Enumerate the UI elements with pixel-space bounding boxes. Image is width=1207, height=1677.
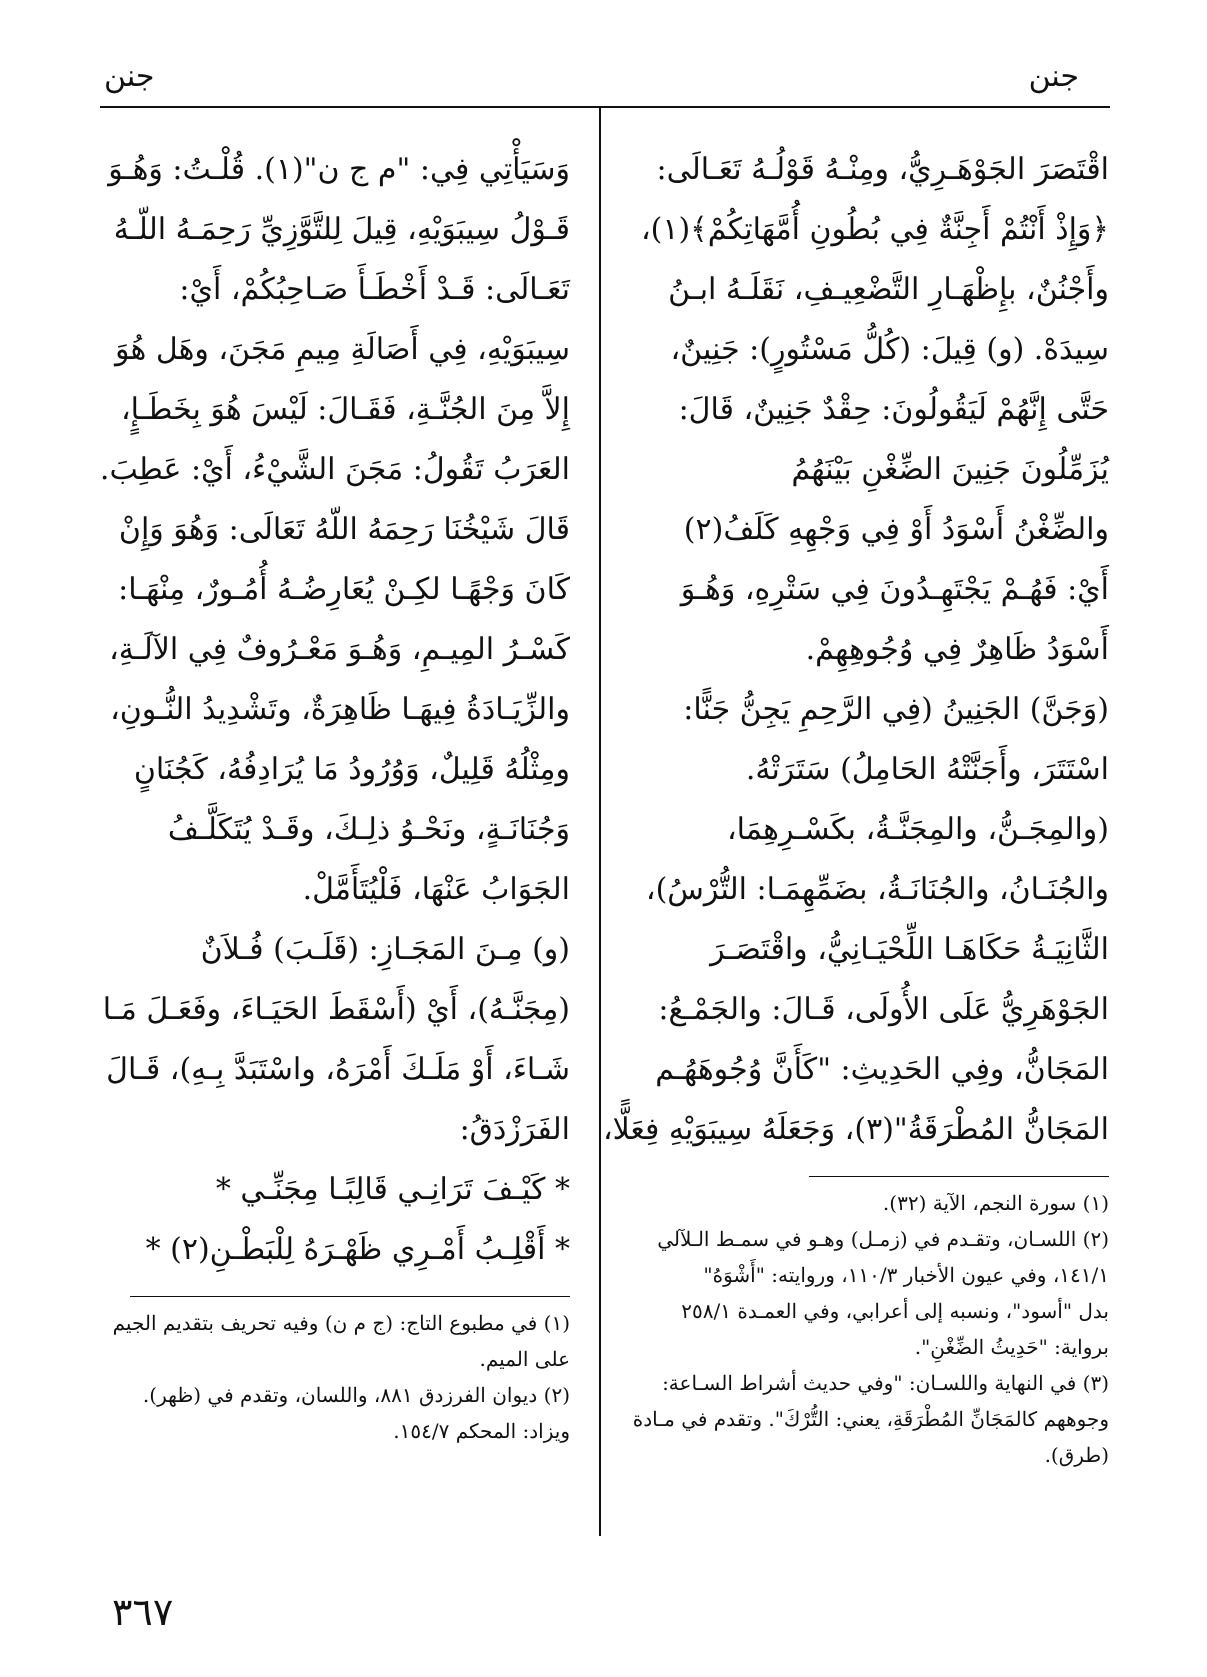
text-line: وَسَيَأْتِي فِي: "م ج ن"(١). قُلْـتُ: وَهُـوَ	[108, 152, 570, 187]
running-header-right: جنن	[1028, 59, 1079, 94]
text-line: شَـاءَ، أَوْ مَلَـكَ أَمْرَهُ، واسْتَبَدَّ بِـهِ)، قَـالَ	[106, 1052, 570, 1087]
text-line: (مِجَنَّـهُ)، أَيْ (أَسْقَطَ الحَيَـاءَ، وفَعَـلَ مَـا	[102, 992, 570, 1027]
text-line: والزِّيَـادَةُ فِيهَـا ظَاهِرَةٌ، وتَشْدِيدُ النُّـونِ،	[110, 692, 570, 727]
text-line: المَجَانُّ المُطْرَقَةُ"(٣)، وَجَعَلَهُ سِيبَوَيْهِ فِعَلًّا،	[602, 1112, 1109, 1147]
right-column	[602, 140, 1109, 1473]
text-line: الفَرَزْدَقُ:	[459, 1112, 570, 1147]
text-line: ﴿وَإِذْ أَنْتُمْ أَجِنَّةٌ فِي بُطُونِ أُمَّهَاتِكُمْ﴾(١)،	[640, 212, 1109, 247]
verse-line: والضِّغْنُ أَسْوَدُ أَوْ فِي وَجْهِهِ كَلَفُ(٢)	[683, 512, 1109, 547]
left-column	[100, 140, 570, 1449]
text-line: اقْتَصَرَ الجَوْهَـرِيُّ، ومِنْـهُ قَوْلُـهُ تَعَـالَى:	[656, 152, 1109, 187]
running-header-left: جنن	[104, 59, 155, 94]
text-line: وَجُنَانَـةٍ، ونَحْـوُ ذلِـكَ، وقَـدْ يُتَكَلَّـفُ	[167, 812, 570, 847]
text-line: تَعَـالَى: قَـدْ أَخْطَـأَ صَـاحِبُكُمْ، أَيْ:	[179, 272, 570, 307]
page-number: ٣٦٧	[112, 1590, 174, 1634]
text-line: سِيدَهْ. (و) قِيلَ: (كُلُّ مَسْتُورٍ): جَنِينٌ،	[670, 332, 1109, 367]
footnote-line: بدل "أسود"، ونسبه إلى أعرابي، وفي العمـدة ٢٥٨/١	[681, 1299, 1109, 1323]
text-line: سِيبَوَيْهِ، فِي أَصَالَةِ مِيمِ مَجَنَ، وهَل هُوَ	[115, 332, 570, 367]
footnote-line: (طرق).	[1044, 1443, 1109, 1467]
footnote-line: على الميم.	[479, 1347, 570, 1371]
text-line: (وَجَنَّ) الجَنِينُ (فِي الرَّحِمِ يَجِنُّ جَنًّا:	[683, 692, 1109, 727]
text-line: الجَوْهَرِيُّ عَلَى الأُولَى، قَـالَ: والجَمْـعُ:	[658, 992, 1109, 1027]
footnote-line: برواية: "حَدِيثُ الضِّغْنِ".	[914, 1335, 1109, 1359]
header-rule	[100, 106, 1110, 108]
footnote-rule	[130, 1296, 570, 1297]
text-line: أَسْوَدُ ظَاهِرٌ فِي وُجُوهِهِمْ.	[805, 632, 1109, 667]
text-line: حَتَّى إِنَّهُمْ لَيَقُولُونَ: حِقْدٌ جَنِينٌ، قَالَ:	[678, 392, 1109, 427]
footnote-line: (١) في مطبوع التاج: (ج م ن) وفيه تحريف بتقديم الجيم	[112, 1311, 570, 1335]
text-line: إِلاَّ مِنَ الجُنَّـةِ، فَقَـالَ: لَيْسَ هُوَ بِخَطَـإٍ،	[120, 392, 570, 427]
text-line: أَيْ: فَهُـمْ يَجْتَهِـدُونَ فِي سَتْرِهِ، وَهُـوَ	[680, 572, 1109, 607]
text-line: الجَوَابُ عَنْهَا، فَلْيُتَأَمَّلْ.	[302, 872, 570, 907]
footnote-line: ويزاد: المحكم ١٥٤/٧.	[393, 1419, 570, 1443]
verse-line: * كَيْـفَ تَرَانِـي قَالِبًـا مِجَنِّـي *	[215, 1172, 570, 1207]
footnote-line: ١٤١/١، وفي عيون الأخبار ١١٠/٣، وروايته: "أَشْوَهُ"	[703, 1263, 1109, 1287]
text-line: الثَّانِيَـةُ حَكَاهَـا اللِّحْيَـانِيُّ، واقْتَصَـرَ	[710, 932, 1109, 967]
footnote-rule	[809, 1176, 1109, 1177]
text-line: وأَجْنُنٌ، بإِظْهَـارِ التَّضْعِيـفِ، نَقَلَـهُ ابـنُ	[668, 272, 1109, 307]
verse-line: * أَقْلِـبُ أَمْـرِي ظَهْـرَهُ لِلْبَطْـنِ(٢) *	[145, 1232, 570, 1267]
text-line: كَسْـرُ المِيـمِ، وَهُـوَ مَعْـرُوفٌ فِي الآلَـةِ،	[109, 632, 570, 667]
text-line: العَرَبُ تَقُولُ: مَجَنَ الشَّيْءُ، أَيْ: عَطِبَ.	[99, 452, 570, 487]
text-line: المَجَانُّ، وفِي الحَدِيثِ: "كَأَنَّ وُجُوهَهُـم	[655, 1052, 1109, 1087]
verse-line: يُزَمِّلُونَ جَنِينَ الضِّغْنِ بَيْنَهُمُ	[791, 452, 1109, 487]
text-line: والجُنَـانُ، والجُنَانَـةُ، بضَمِّهِمَـا: التُّرْسُ)،	[645, 872, 1109, 907]
text-line: قَـوْلُ سِيبَوَيْهِ، قِيلَ لِلتَّوَّزِيِّ رَحِمَـهُ اللّـهُ	[113, 212, 570, 247]
footnote-line: (٢) اللسـان، وتقـدم في (زمـل) وهـو في سمـط الـلآلي	[657, 1227, 1109, 1251]
text-line: (و) مِـنَ المَجَـازِ: (قَلَـبَ) فُـلاَنٌ	[200, 932, 570, 967]
column-divider	[599, 106, 601, 1536]
text-line: كَانَ وَجْهًـا لكِـنْ يُعَارِضُـهُ أُمُـورٌ، مِنْهَـا:	[118, 572, 570, 607]
footnote-line: (٢) ديوان الفرزدق ٨٨١، واللسان، وتقدم في (ظهر).	[142, 1383, 570, 1407]
text-line: (والمِجَـنُّ، والمِجَنَّـةُ، بكَسْـرِهِمَا،	[726, 812, 1109, 847]
text-line: قَالَ شَيْخُنَا رَحِمَهُ اللّهُ تَعَالَى: وَهُوَ وَإِنْ	[118, 512, 570, 547]
footnote-line: وجوههم كالمَجَانِّ المُطْرَقَةِ، يعني: التُّرْكَ". وتقدم في مـادة	[632, 1407, 1109, 1431]
footnote-line: (١) سورة النجم، الآية (٣٢).	[882, 1191, 1109, 1215]
text-line: اسْتَتَرَ، وأَجَنَّتْهُ الحَامِلُ) سَتَرَتْهُ.	[745, 752, 1109, 787]
footnote-line: (٣) في النهاية واللسـان: "وفي حديث أشراط السـاعة:	[662, 1371, 1109, 1395]
text-line: ومِثْلُهُ قَلِيلٌ، وَوُرُودُ مَا يُرَادِفُهُ، كَجُنَانٍ	[133, 752, 570, 787]
